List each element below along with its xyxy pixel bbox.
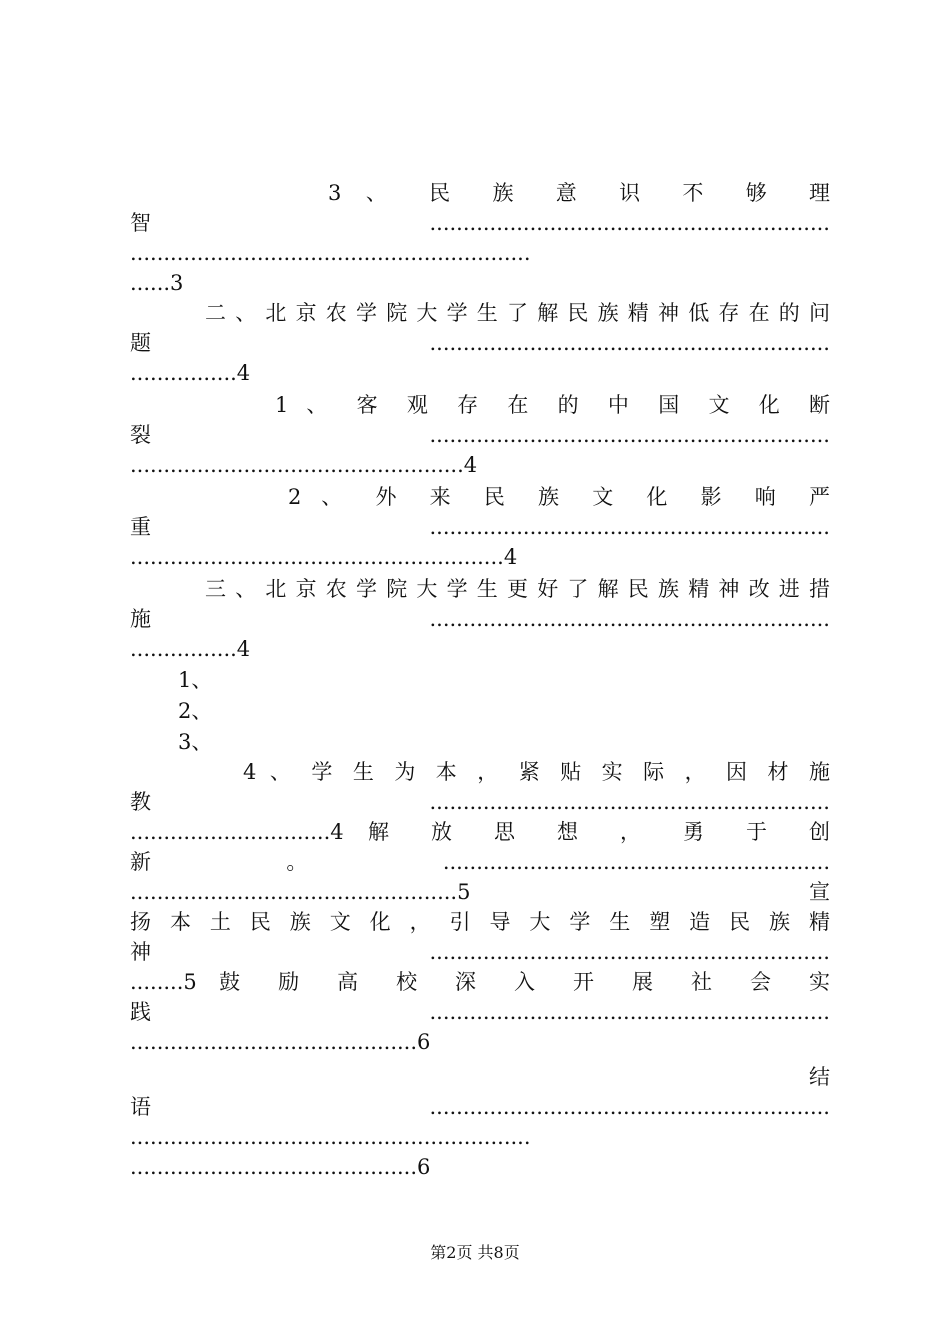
toc-line: ......3	[130, 271, 184, 295]
toc-line: 扬 本 土 民 族 文 化 ， 引 导 大 学 生 塑 造 民 族 精	[130, 910, 830, 934]
toc-line: 1、	[178, 668, 213, 692]
toc-line: 三、北京农学院大学生更好了解民族精神改进措	[205, 577, 830, 601]
toc-line: 二、北京农学院大学生了解民族精神低存在的问	[205, 301, 830, 325]
toc-line: ...........................................6	[130, 1155, 431, 1179]
toc-line: ................4	[130, 361, 251, 385]
toc-line: ........5 鼓 励 高 校 深 入 开 展 社 会 实	[130, 970, 830, 994]
toc-line: 结	[809, 1065, 830, 1089]
toc-line: 2 、 外 来 民 族 文 化 影 响 严	[288, 485, 830, 509]
toc-line: 题............................................................	[130, 331, 830, 355]
toc-line: ................4	[130, 637, 251, 661]
toc-line: 3、	[178, 730, 213, 754]
toc-line: 4 、 学 生 为 本 ， 紧 贴 实 际 ， 因 材 施	[243, 760, 830, 784]
toc-line: 智............................................................	[130, 211, 830, 235]
page-footer: 第2页 共8页	[430, 1243, 520, 1262]
toc-line: 新。..........................................................	[130, 850, 830, 874]
toc-line: 2、	[178, 699, 213, 723]
toc-line: ...........................................6	[130, 1030, 431, 1054]
toc-line: 神............................................................	[130, 940, 830, 964]
toc-line: .................................................5 宣	[130, 880, 830, 904]
toc-line: 1 、 客 观 存 在 的 中 国 文 化 断	[275, 393, 830, 417]
toc-line: 3 、 民 族 意 识 不 够 理	[328, 181, 830, 205]
toc-line: 教............................................................	[130, 790, 830, 814]
toc-line: 语............................................................	[130, 1095, 830, 1119]
toc-line: 裂............................................................	[130, 423, 830, 447]
toc-line: 重............................................................	[130, 515, 830, 539]
toc-line: ..................................................4	[130, 453, 478, 477]
toc-line: ........................................................4	[130, 545, 518, 569]
toc-line: 施............................................................	[130, 607, 830, 631]
toc-line: ............................................................	[130, 241, 531, 265]
toc-line: 践............................................................	[130, 1000, 830, 1024]
toc-line: ..............................4 解 放 思 想 ， 勇 于 创	[130, 820, 830, 844]
toc-line: ............................................................	[130, 1125, 531, 1149]
